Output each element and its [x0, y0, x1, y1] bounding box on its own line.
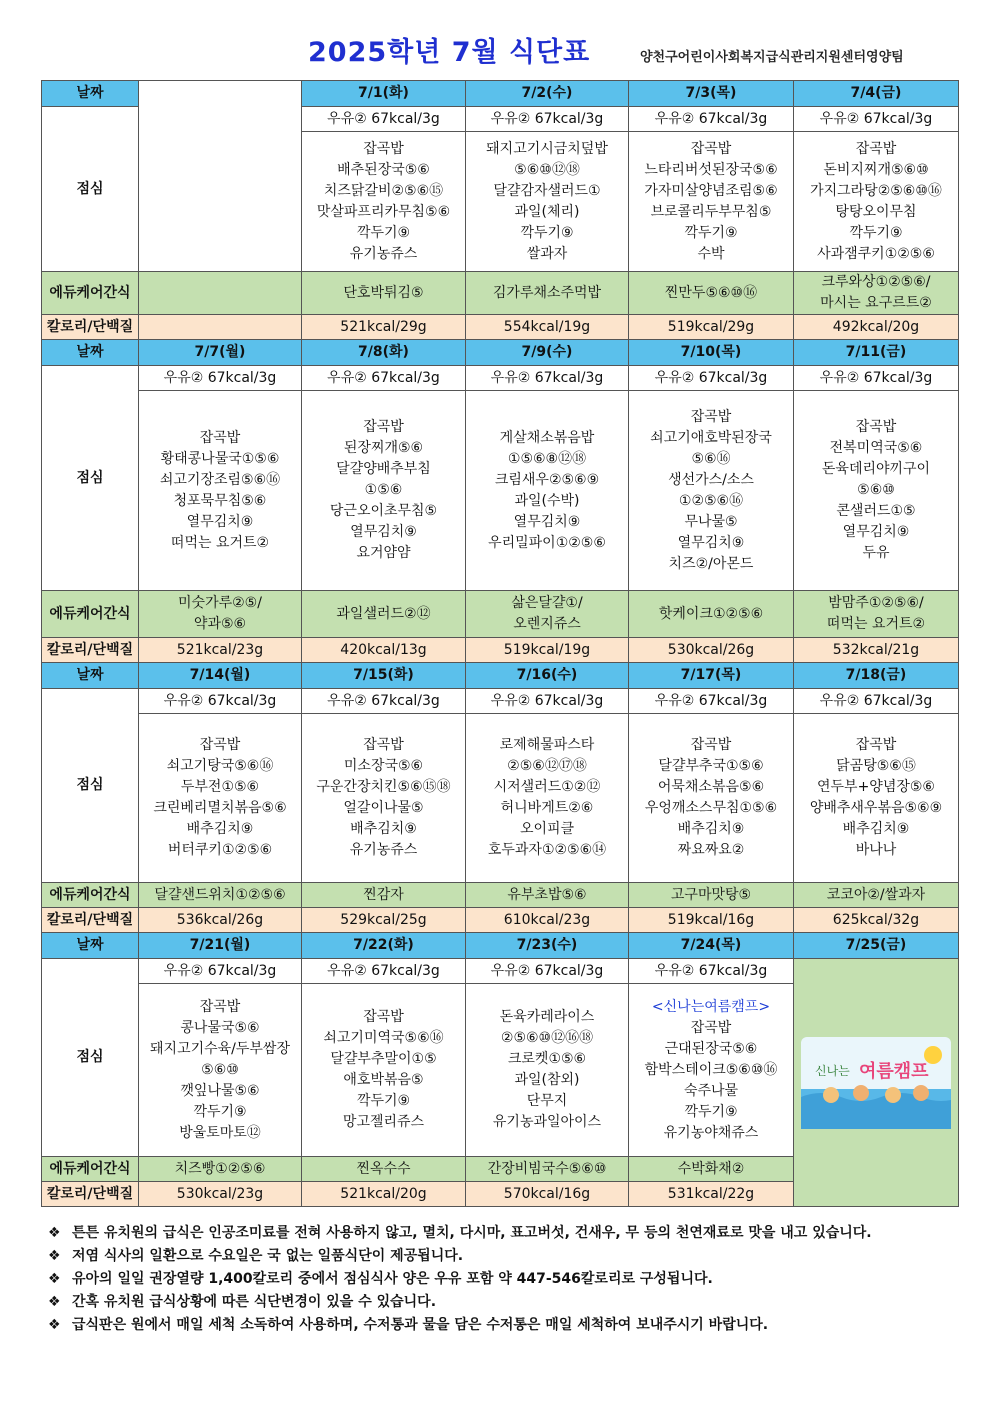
lunch-item: 달걀부추국①⑤⑥ — [658, 758, 764, 774]
lunch-item: 달걀양배추부침 — [336, 461, 431, 477]
snack-item: 찐만두⑤⑥⑩⑯ — [664, 284, 758, 301]
lunch-item: 돼지고기수육/두부쌈장 — [150, 1040, 290, 1057]
snack-item: 밤맘주①②⑤⑥/ — [828, 595, 924, 611]
lunch-item: 돈육데리야끼구이 — [821, 461, 931, 477]
lunch-item: 과일(참외) — [514, 1072, 580, 1088]
lunch-item: 잡곡밥 — [363, 419, 404, 435]
lunch-label: 점심 — [42, 959, 139, 1157]
lunch-item: 함박스테이크⑤⑥⑩⑯ — [644, 1061, 778, 1078]
lunch-cell — [629, 714, 794, 883]
lunch-item: 근대된장국⑤⑥ — [664, 1040, 758, 1057]
lunch-item: 잡곡밥 — [363, 140, 404, 157]
lunch-item: 짜요짜요② — [677, 842, 745, 858]
date-cell: 7/4(금) — [794, 81, 959, 107]
meal-plan-table — [41, 80, 959, 1207]
lunch-cell — [794, 391, 959, 591]
notice-item — [48, 1291, 958, 1314]
lunch-item: 우엉깨소스무침①⑤⑥ — [644, 800, 778, 816]
milk-cell: 우유② 67kcal/3g — [302, 959, 466, 984]
calorie-cell: 521kcal/20g — [302, 1182, 466, 1207]
lunch-item: 과일(수박) — [514, 492, 580, 509]
snack-item: 삶은달걀①/ — [511, 595, 583, 611]
calorie-cell: 532kcal/21g — [794, 638, 959, 663]
lunch-item: 두유 — [862, 545, 890, 561]
lunch-item: 버터쿠키①②⑤⑥ — [167, 842, 273, 858]
calorie-cell: 492kcal/20g — [794, 315, 959, 340]
lunch-cell — [794, 132, 959, 272]
lunch-item: 유기농야채쥬스 — [663, 1124, 759, 1141]
camp-image-text-1: 신나는 — [815, 1063, 850, 1078]
lunch-item: 깍두기⑨ — [356, 1093, 411, 1109]
lunch-item: 열무김치⑨ — [186, 513, 254, 530]
lunch-item: 브로콜리두부무침⑤ — [650, 203, 772, 220]
date-cell: 7/14(월) — [139, 663, 302, 689]
date-cell: 7/22(화) — [302, 933, 466, 959]
lunch-item: 콩나물국⑤⑥ — [180, 1019, 260, 1036]
calorie-cell: 530kcal/23g — [139, 1182, 302, 1207]
lunch-item: 잡곡밥 — [690, 408, 732, 425]
lunch-item: ①⑤⑥ — [364, 482, 403, 498]
snack-item: 미숫가루②⑤/ — [178, 595, 262, 611]
milk-cell: 우유② 67kcal/3g — [794, 107, 959, 132]
lunch-item: 쇠고기애호박된장국 — [650, 429, 772, 446]
lunch-item: 열무김치⑨ — [677, 534, 745, 551]
notice-item — [48, 1268, 958, 1291]
notice-text: 급식판은 원에서 매일 세척 소독하여 사용하며, 수저통과 물을 담은 수저통은 매일 세척하여 보내주시기 바랍니다. — [72, 1317, 769, 1333]
lunch-item: 잡곡밥 — [199, 429, 241, 446]
lunch-item: 배추김치⑨ — [186, 821, 254, 837]
lunch-cell — [629, 984, 794, 1157]
snack-cell — [139, 272, 302, 315]
lunch-item: 전복미역국⑤⑥ — [829, 440, 923, 456]
calorie-label: 칼로리/단백질 — [42, 638, 139, 663]
lunch-item: 바나나 — [855, 842, 897, 858]
calorie-cell: 529kcal/25g — [302, 908, 466, 933]
lunch-item: 쇠고기장조림⑤⑥⑯ — [159, 471, 281, 488]
bullet-icon: ❖ — [48, 1271, 61, 1287]
snack-cell — [629, 272, 794, 315]
calorie-cell: 625kcal/32g — [794, 908, 959, 933]
lunch-item: 잡곡밥 — [855, 140, 897, 157]
milk-cell: 우유② 67kcal/3g — [629, 366, 794, 391]
lunch-item: 잡곡밥 — [199, 737, 241, 753]
lunch-item: 과일(체리) — [514, 203, 580, 220]
date-cell: 7/10(목) — [629, 340, 794, 366]
snack-cell — [794, 591, 959, 638]
lunch-item: 우리밀파이①②⑤⑥ — [488, 534, 606, 551]
snack-item: 떠먹는 요거트② — [826, 616, 926, 632]
date-cell: 7/11(금) — [794, 340, 959, 366]
snack-item: 단호박튀김⑤ — [343, 284, 424, 301]
bullet-icon: ❖ — [48, 1317, 61, 1333]
snack-cell — [139, 1157, 302, 1182]
milk-cell: 우유② 67kcal/3g — [302, 689, 466, 714]
lunch-item: 된장찌개⑤⑥ — [343, 440, 424, 456]
lunch-item: 유기농쥬스 — [349, 842, 418, 858]
date-cell: 7/18(금) — [794, 663, 959, 689]
snack-cell — [466, 1157, 629, 1182]
date-cell: 7/8(화) — [302, 340, 466, 366]
lunch-item: 두부전①⑤⑥ — [180, 779, 260, 795]
lunch-item: 열무김치⑨ — [513, 513, 581, 530]
lunch-item: ②⑤⑥⑩⑫⑯⑱ — [500, 1030, 594, 1046]
lunch-item: 잡곡밥 — [363, 737, 404, 753]
page-header — [0, 30, 992, 70]
lunch-item: 잡곡밥 — [690, 140, 732, 157]
lunch-cell — [139, 984, 302, 1157]
lunch-item: 연두부+양념장⑤⑥ — [817, 779, 935, 795]
lunch-cell — [629, 391, 794, 591]
lunch-item: 돼지고기시금치덮밥 — [486, 140, 608, 157]
lunch-item: 허니바게트②⑥ — [500, 800, 594, 816]
lunch-cell — [466, 984, 629, 1157]
holiday-camp-cell — [794, 959, 959, 1207]
snack-item: 크루와상①②⑤⑥/ — [821, 274, 931, 290]
date-cell: 7/15(화) — [302, 663, 466, 689]
lunch-item: 호두과자①②⑤⑥⑭ — [487, 842, 607, 858]
snack-item: 유부초밥⑤⑥ — [507, 886, 587, 903]
bullet-icon: ❖ — [48, 1248, 61, 1264]
calorie-cell: 519kcal/29g — [629, 315, 794, 340]
date-cell: 7/3(목) — [629, 81, 794, 107]
milk-cell: 우유② 67kcal/3g — [794, 366, 959, 391]
snack-item: 핫케이크①②⑤⑥ — [658, 605, 764, 622]
snack-item: 약과⑤⑥ — [193, 616, 247, 632]
lunch-cell — [302, 984, 466, 1157]
lunch-item: 크린베리멸치볶음⑤⑥ — [153, 800, 287, 816]
snack-cell — [139, 883, 302, 908]
snack-cell — [302, 1157, 466, 1182]
lunch-cell — [139, 714, 302, 883]
lunch-item: 깍두기⑨ — [520, 224, 574, 241]
notice-item — [48, 1222, 958, 1245]
snack-item: 찐옥수수 — [356, 1160, 411, 1177]
lunch-cell — [466, 714, 629, 883]
lunch-item: 잡곡밥 — [690, 1019, 732, 1036]
snack-label: 에듀케어간식 — [42, 1157, 139, 1182]
lunch-item: 잡곡밥 — [855, 737, 897, 753]
date-cell: 7/21(월) — [139, 933, 302, 959]
lunch-item: 유기농과일아이스 — [492, 1114, 602, 1130]
snack-item: 달걀샌드위치①②⑤⑥ — [154, 886, 286, 903]
lunch-item: ⑤⑥⑩ — [857, 482, 895, 498]
calorie-label: 칼로리/단백질 — [42, 1182, 139, 1207]
lunch-item: 쌀과자 — [526, 245, 568, 262]
lunch-item: 유기농쥬스 — [349, 245, 418, 262]
snack-cell — [629, 591, 794, 638]
lunch-item: 숙주나물 — [683, 1082, 739, 1099]
milk-cell: 우유② 67kcal/3g — [466, 959, 629, 984]
lunch-item: 애호박볶음⑤ — [343, 1072, 424, 1088]
notice-text: 간혹 유치원 급식상황에 따른 식단변경이 있을 수 있습니다. — [72, 1294, 437, 1310]
lunch-item: 깍두기⑨ — [684, 224, 738, 241]
lunch-item: 깻잎나물⑤⑥ — [180, 1082, 260, 1099]
lunch-item: 방울토마토⑫ — [179, 1124, 261, 1141]
snack-cell — [466, 591, 629, 638]
blank-cell — [139, 81, 302, 272]
snack-cell — [302, 591, 466, 638]
lunch-label: 점심 — [42, 366, 139, 591]
date-label: 날짜 — [42, 933, 139, 959]
lunch-item: ⑤⑥⑯ — [691, 450, 731, 467]
lunch-item: 생선가스/소스 — [668, 471, 754, 488]
lunch-label: 점심 — [42, 689, 139, 883]
calorie-cell: 420kcal/13g — [302, 638, 466, 663]
milk-cell: 우유② 67kcal/3g — [139, 959, 302, 984]
camp-image-text-2: 여름캠프 — [859, 1060, 929, 1082]
date-cell: 7/25(금) — [794, 933, 959, 959]
snack-cell — [794, 883, 959, 908]
snack-cell — [302, 272, 466, 315]
milk-cell: 우유② 67kcal/3g — [466, 366, 629, 391]
notice-text: 튼튼 유치원의 급식은 인공조미료를 전혀 사용하지 않고, 멸치, 다시마, 표고버섯, 건새우, 무 등의 천연재료로 맛을 내고 있습니다. — [72, 1225, 872, 1241]
lunch-item: 떠먹는 요거트② — [170, 534, 270, 551]
notice-text: 유아의 일일 권장열량 1,400칼로리 중에서 점심식사 양은 우유 포함 약 447-546칼로리로 구성됩니다. — [72, 1271, 713, 1287]
lunch-item: 오이피클 — [519, 821, 575, 837]
lunch-item: 시저샐러드①②⑫ — [493, 779, 601, 795]
lunch-cell — [302, 714, 466, 883]
date-label: 날짜 — [42, 663, 139, 689]
milk-cell: 우유② 67kcal/3g — [302, 107, 466, 132]
calorie-cell: 531kcal/22g — [629, 1182, 794, 1207]
lunch-item: 잡곡밥 — [690, 737, 732, 753]
lunch-cell — [139, 391, 302, 591]
date-cell: 7/2(수) — [466, 81, 629, 107]
lunch-item: 열무김치⑨ — [350, 524, 417, 540]
date-label: 날짜 — [42, 340, 139, 366]
date-cell: 7/17(목) — [629, 663, 794, 689]
date-cell: 7/23(수) — [466, 933, 629, 959]
lunch-item: 망고젤리쥬스 — [342, 1114, 425, 1130]
lunch-item: 돈육카레라이스 — [499, 1009, 595, 1025]
snack-label: 에듀케어간식 — [42, 272, 139, 315]
milk-cell: 우유② 67kcal/3g — [139, 689, 302, 714]
calorie-cell: 519kcal/16g — [629, 908, 794, 933]
lunch-item: ②⑤⑥⑫⑰⑱ — [507, 758, 587, 774]
lunch-item: 깍두기⑨ — [356, 224, 411, 241]
snack-label: 에듀케어간식 — [42, 883, 139, 908]
milk-cell: 우유② 67kcal/3g — [794, 689, 959, 714]
lunch-cell — [302, 391, 466, 591]
date-cell: 7/1(화) — [302, 81, 466, 107]
lunch-item: 당근오이초무침⑤ — [329, 503, 438, 519]
organization-name: 양천구어린이사회복지급식관리지원센터영양팀 — [640, 50, 904, 65]
lunch-cell — [466, 132, 629, 272]
lunch-item: 배추된장국⑤⑥ — [337, 161, 430, 178]
lunch-item: 배추김치⑨ — [677, 821, 745, 837]
milk-cell: 우유② 67kcal/3g — [629, 107, 794, 132]
calorie-cell: 536kcal/26g — [139, 908, 302, 933]
calorie-label: 칼로리/단백질 — [42, 908, 139, 933]
date-cell: 7/7(월) — [139, 340, 302, 366]
lunch-item: 치즈②/아몬드 — [668, 555, 754, 572]
lunch-item: 깍두기⑨ — [193, 1103, 247, 1120]
lunch-item: 잡곡밥 — [855, 419, 897, 435]
lunch-item: 쇠고기미역국⑤⑥⑯ — [323, 1030, 444, 1046]
lunch-item: 맛살파프리카무침⑤⑥ — [316, 203, 451, 220]
snack-item: 코코아②/쌀과자 — [826, 886, 926, 903]
lunch-item: 느타리버섯된장국⑤⑥ — [644, 161, 778, 178]
lunch-item: 게살채소볶음밥 — [499, 429, 595, 446]
lunch-item: 달걀감자샐러드① — [493, 182, 601, 199]
snack-item: 과일샐러드②⑫ — [336, 605, 431, 622]
milk-cell: 우유② 67kcal/3g — [629, 689, 794, 714]
milk-cell: 우유② 67kcal/3g — [139, 366, 302, 391]
calorie-cell: 570kcal/16g — [466, 1182, 629, 1207]
lunch-item: ⑤⑥⑩ — [201, 1061, 239, 1078]
notice-item — [48, 1245, 958, 1268]
lunch-item: ①②⑤⑥⑯ — [678, 492, 744, 509]
lunch-cell — [302, 132, 466, 272]
lunch-item: 사과잼쿠키①②⑤⑥ — [817, 245, 935, 262]
lunch-item: 로제해물파스타 — [499, 737, 595, 753]
lunch-item: 황태콩나물국①⑤⑥ — [160, 450, 280, 467]
lunch-item: 요거얌얌 — [356, 545, 411, 561]
bullet-icon: ❖ — [48, 1294, 61, 1310]
snack-item: 고구마맛탕⑤ — [670, 886, 752, 903]
notice-item — [48, 1314, 958, 1337]
lunch-item: 크림새우②⑤⑥⑨ — [494, 471, 600, 488]
lunch-item: 단무지 — [526, 1093, 568, 1109]
milk-cell: 우유② 67kcal/3g — [629, 959, 794, 984]
lunch-cell — [466, 391, 629, 591]
notice-text: 저염 식사의 일환으로 수요일은 국 없는 일품식단이 제공됩니다. — [72, 1248, 464, 1264]
snack-item: 마시는 요구르트② — [820, 295, 932, 311]
snack-cell — [466, 272, 629, 315]
snack-item: 김가루채소주먹밥 — [492, 284, 602, 301]
snack-cell — [302, 883, 466, 908]
date-cell: 7/24(목) — [629, 933, 794, 959]
lunch-item: 크로켓①⑤⑥ — [507, 1051, 587, 1067]
lunch-item: 깍두기⑨ — [849, 224, 903, 241]
lunch-item: 탕탕오이무침 — [835, 203, 917, 220]
lunch-item: 어묵채소볶음⑤⑥ — [657, 779, 765, 795]
date-cell: 7/16(수) — [466, 663, 629, 689]
lunch-item: 깍두기⑨ — [684, 1103, 738, 1120]
snack-cell — [794, 272, 959, 315]
milk-cell: 우유② 67kcal/3g — [302, 366, 466, 391]
lunch-event-label: <신나는여름캠프> — [651, 998, 771, 1015]
lunch-cell — [629, 132, 794, 272]
summer-camp-illustration — [801, 1037, 951, 1129]
calorie-cell: 610kcal/23g — [466, 908, 629, 933]
lunch-item: 가지그라탕②⑤⑥⑩⑯ — [810, 182, 942, 199]
lunch-cell — [794, 714, 959, 883]
calorie-cell — [139, 315, 302, 340]
calorie-cell: 519kcal/19g — [466, 638, 629, 663]
snack-item: 수박화채② — [677, 1160, 745, 1177]
lunch-item: 무나물⑤ — [684, 513, 738, 530]
milk-cell: 우유② 67kcal/3g — [466, 107, 629, 132]
page-title: 2025학년 7월 식단표 — [308, 37, 591, 68]
milk-cell: 우유② 67kcal/3g — [466, 689, 629, 714]
snack-item: 오렌지쥬스 — [513, 616, 581, 632]
snack-label: 에듀케어간식 — [42, 591, 139, 638]
snack-item: 찐감자 — [363, 886, 404, 903]
date-cell: 7/9(수) — [466, 340, 629, 366]
calorie-cell: 521kcal/29g — [302, 315, 466, 340]
lunch-item: 치즈닭갈비②⑤⑥⑮ — [323, 182, 444, 199]
calorie-cell: 521kcal/23g — [139, 638, 302, 663]
lunch-label: 점심 — [42, 107, 139, 272]
lunch-item: 열무김치⑨ — [842, 524, 910, 540]
lunch-item: 가자미살양념조림⑤⑥ — [644, 182, 778, 199]
lunch-item: 콘샐러드①⑤ — [836, 503, 916, 519]
lunch-item: 배추김치⑨ — [350, 821, 417, 837]
lunch-item: 배추김치⑨ — [842, 821, 910, 837]
notice-list — [48, 1222, 958, 1337]
lunch-item: 구운간장치킨⑤⑥⑮⑱ — [316, 779, 451, 795]
snack-item: 치즈빵①②⑤⑥ — [174, 1160, 266, 1177]
snack-cell — [466, 883, 629, 908]
lunch-item: ⑤⑥⑩⑫⑱ — [514, 161, 580, 178]
snack-cell — [139, 591, 302, 638]
lunch-item: 달걀부추말이①⑤ — [330, 1051, 437, 1067]
lunch-item: 돈비지찌개⑤⑥⑩ — [823, 161, 929, 178]
lunch-item: 얼갈이나물⑤ — [343, 800, 424, 816]
snack-cell — [629, 1157, 794, 1182]
lunch-item: 수박 — [697, 245, 725, 262]
lunch-item: 청포묵무침⑤⑥ — [173, 492, 267, 509]
lunch-item: ①⑤⑥⑧⑫⑱ — [507, 450, 587, 467]
lunch-item: 쇠고기탕국⑤⑥⑯ — [166, 758, 274, 774]
calorie-cell: 530kcal/26g — [629, 638, 794, 663]
lunch-item: 잡곡밥 — [363, 1009, 404, 1025]
lunch-item: 닭곰탕⑤⑥⑮ — [836, 758, 916, 774]
bullet-icon: ❖ — [48, 1225, 61, 1241]
calorie-label: 칼로리/단백질 — [42, 315, 139, 340]
meal-plan-body — [42, 81, 959, 1207]
lunch-item: 미소장국⑤⑥ — [343, 758, 424, 774]
lunch-item: 잡곡밥 — [199, 998, 241, 1015]
date-label: 날짜 — [42, 81, 139, 107]
snack-item: 간장비빔국수⑤⑥⑩ — [487, 1160, 607, 1177]
calorie-cell: 554kcal/19g — [466, 315, 629, 340]
lunch-item: 양배추새우볶음⑤⑥⑨ — [809, 800, 943, 816]
snack-cell — [629, 883, 794, 908]
